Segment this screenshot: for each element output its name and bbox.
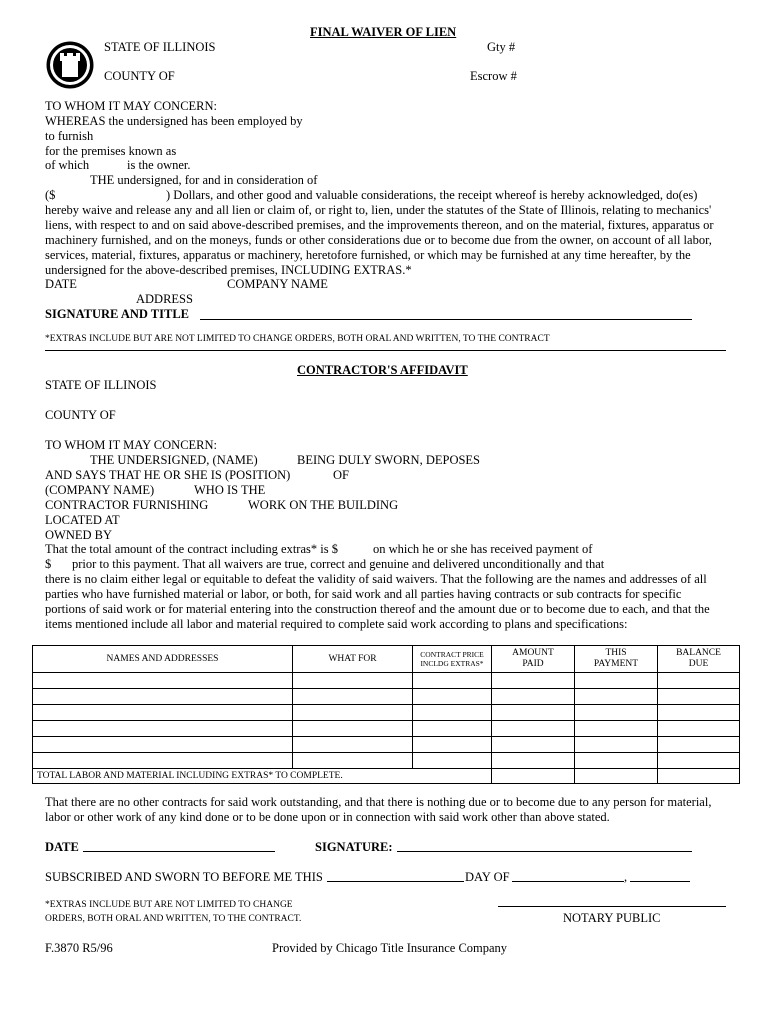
subscribed-label: SUBSCRIBED AND SWORN TO BEFORE ME THIS [45,870,323,884]
waiver-of-which: of which [45,158,90,172]
affidavit-who-is: WHO IS THE [194,483,266,497]
year-line[interactable] [630,881,690,882]
waiver-body-line: hereby waive and release any and all lien or claim of, or right to, lien, under the statutes of the State of Illinois, relating to mechanics' [45,203,712,217]
closing-signature-line[interactable] [397,851,692,852]
table-row[interactable] [33,737,740,753]
waiver-company-name-label: COMPANY NAME [227,277,328,291]
escrow-number-label: Escrow # [470,69,517,83]
notary-public-label: NOTARY PUBLIC [563,911,661,925]
header-this-payment: THIS PAYMENT [575,646,658,673]
month-line[interactable] [512,881,624,882]
affidavit-body-line: items mentioned include all labor and material required to complete said work according to plans and specifications: [45,617,628,631]
header-what-for: WHAT FOR [293,646,413,673]
waiver-body-line: liens, with respect to and on said above-described premises, and the improvements thereon, and on the material, fixtures, apparatus or [45,218,714,232]
waiver-county: COUNTY OF [104,69,175,83]
affidavit-dollar: $ [45,557,52,571]
waiver-premises: for the premises known as [45,144,177,158]
waiver-address-label: ADDRESS [136,292,193,306]
contracts-table [32,645,740,784]
table-row[interactable] [33,689,740,705]
waiver-signature-title-label: SIGNATURE AND TITLE [45,307,190,321]
waiver-state: STATE OF ILLINOIS [104,40,216,54]
affidavit-duly-sworn: BEING DULY SWORN, DEPOSES [297,453,481,467]
table-total-row [33,769,740,784]
subscribed-day-line[interactable] [327,881,464,882]
affidavit-body-line: portions of said work or for material entering into the construction thereof and the amount due or to become due to each, and that the [45,602,710,616]
closing-line: That there are no other contracts for said work outstanding, and that there is nothing due or to become due to any person for material, [45,795,712,809]
form-number: F.3870 R5/96 [45,941,113,955]
provided-by: Provided by Chicago Title Insurance Company [272,941,508,955]
waiver-extras-note: *EXTRAS INCLUDE BUT ARE NOT LIMITED TO CHANGE ORDERS, BOTH ORAL AND WRITTEN, TO THE CONTRACT [45,334,550,344]
waiver-to-furnish: to furnish [45,129,94,143]
table-header-row [33,646,740,673]
affidavit-of: OF [333,468,349,482]
affidavit-body-line: there is no claim either legal or equitable to defeat the validity of said waivers. That the following are the names and addresses of all [45,572,707,586]
affidavit-undersigned: THE UNDERSIGNED, (NAME) [90,453,258,467]
waiver-body-line: ) Dollars, and other good and valuable considerations, the receipt whereof is hereby acknowledged, do(es) [166,188,698,202]
affidavit-county: COUNTY OF [45,408,116,422]
affidavit-company: (COMPANY NAME) [45,483,155,497]
total-label: TOTAL LABOR AND MATERIAL INCLUDING EXTRAS* TO COMPLETE. [33,769,492,784]
header-names-addresses: NAMES AND ADDRESSES [33,646,293,673]
table-row[interactable] [33,673,740,689]
chicago-title-logo [45,40,95,90]
header-balance-due: BALANCE DUE [658,646,740,673]
affidavit-to-whom: TO WHOM IT MAY CONCERN: [45,438,218,452]
notary-signature-line[interactable] [498,906,726,907]
closing-date-line[interactable] [83,851,275,852]
waiver-body-line: services, material, fixtures, apparatus or machinery, heretofore furnished, or which may be furnished at any time hereafter, by the [45,248,691,262]
comma: , [624,870,628,884]
affidavit-contractor: CONTRACTOR FURNISHING [45,498,209,512]
gty-number-label: Gty # [487,40,516,54]
table-row[interactable] [33,753,740,769]
affidavit-located: LOCATED AT [45,513,120,527]
table-row[interactable] [33,705,740,721]
affidavit-received: on which he or she has received payment of [373,542,593,556]
closing-line: labor or other work of any kind done or to be done upon or in connection with said work other than above stated. [45,810,610,824]
closing-extras-note: *EXTRAS INCLUDE BUT ARE NOT LIMITED TO CHANGE [45,900,293,910]
affidavit-work-on: WORK ON THE BUILDING [248,498,399,512]
affidavit-position: AND SAYS THAT HE OR SHE IS (POSITION) [45,468,291,482]
waiver-whereas: WHEREAS the undersigned has been employed by [45,114,303,128]
affidavit-total-amount: That the total amount of the contract including extras* is $ [45,542,338,556]
waiver-to-whom: TO WHOM IT MAY CONCERN: [45,99,218,113]
waiver-consideration: THE undersigned, for and in consideration of [90,173,318,187]
header-amount-paid: AMOUNT PAID [492,646,575,673]
waiver-signature-line[interactable] [200,319,692,320]
closing-extras-note: ORDERS, BOTH ORAL AND WRITTEN, TO THE CONTRACT. [45,914,302,924]
waiver-is-owner: is the owner. [127,158,191,172]
day-of-label: DAY OF [465,870,510,884]
waiver-dollar-open: ($ [45,188,56,202]
waiver-date-label: DATE [45,277,77,291]
closing-signature-label: SIGNATURE: [315,840,393,854]
affidavit-state: STATE OF ILLINOIS [45,378,157,392]
waiver-body-line: undersigned for the above-described premises, INCLUDING EXTRAS.* [45,263,412,277]
closing-date-label: DATE [45,840,79,854]
affidavit-body-line: prior to this payment. That all waivers are true, correct and genuine and delivered unconditionally and that [72,557,605,571]
waiver-title: FINAL WAIVER OF LIEN [310,25,457,39]
waiver-body-line: machinery furnished, and on the moneys, funds or other considerations due or to become due from the owner, on account of all labor, [45,233,712,247]
header-contract-price: CONTRACT PRICE INCLDG EXTRAS* [413,646,492,673]
table-row[interactable] [33,721,740,737]
affidavit-body-line: parties who have furnished material or labor, or both, for said work and all parties having contracts or sub contracts for specific [45,587,682,601]
affidavit-title: CONTRACTOR'S AFFIDAVIT [297,363,468,377]
affidavit-owned: OWNED BY [45,528,113,542]
section-divider [45,350,726,351]
